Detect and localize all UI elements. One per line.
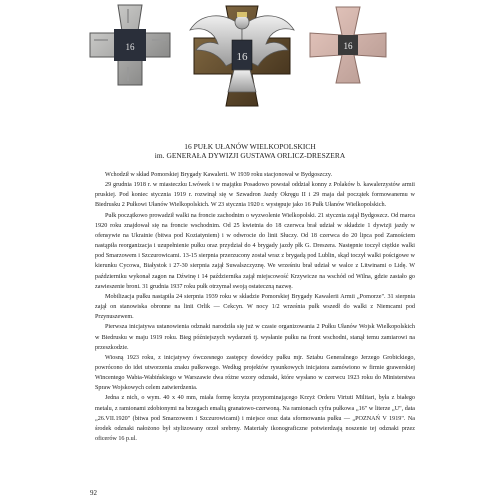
pink-cross-badge	[308, 5, 388, 85]
paragraph: Pierwsza inicjatywa ustanowienia odznaki narodziła się już w czasie organizowania 2 Pułku Ułanów Wojsk Wielkopolskich w Biedrusku w maju 1919 roku. Bieg późniejszych wydarzeń tj. wysłanie pułku na front wschodni, stanął temu zamiarowi na przeszkodzie.	[95, 324, 415, 351]
center-badge-number: 16	[236, 51, 248, 63]
silver-cross-badge	[88, 3, 172, 87]
section-title: 16 PUŁK UŁANÓW WIELKOPOLSKICH	[184, 142, 316, 151]
section-subtitle: im. GENERAŁA DYWIZJI GUSTAWA ORLICZ-DRESZERA	[154, 151, 346, 160]
bronze-eagle-cross-badge	[186, 0, 298, 112]
paragraph: Mobilizacja pułku nastąpiła 24 sierpnia 1939 roku w składzie Pomorskiej Brygady Kawalerii Armii „Pomorze". 31 sierpnia zajął on stanowiska obronne na linii Orlik — Cekcyn. W nocy 1/2 września pułk wszedł do walki z Niemcami pod Przynuszewem.	[95, 293, 415, 321]
right-badge-number: 16	[343, 41, 353, 51]
paragraph: 29 grudnia 1918 r. w miasteczku Lwówek i w majątku Posadowo powstał oddział konny z Polaków b. kawalerzystów armii pruskiej. Pod koniec stycznia 1919 r. rozwinął się w Szwadron Jazdy Okręgu II i 29 maja dał początek formowanemu w Biedrusku 2 Pułkowi Ułanów Wielkopolskich. W 23 stycznia 1920 r. występuje jako 16 Pułk Ułanów Wielkopolskich.	[95, 182, 415, 209]
article-body	[95, 170, 415, 444]
left-badge-number: 16	[125, 42, 135, 52]
paragraph: Jedna z nich, o wym. 40 x 40 mm, miała formę krzyża przypominającego Krzyż Orderu Virtuti Militari, była z białego metalu, z ramionami zdobionymi na brzegach emalią granatowo-czerwoną. Na ramionach cyfra pułkowa „16" w literze „U", data „26.VII.1920" (bitwa pod Smarzowem i Szczurowicami) i miejsce oraz data sformowania pułku — „POZNAŃ V 1919". Na środek odznaki nałożono był stylizowany orzeł srebrny. Materiały ikonograficzne potwierdzają noszenie tej odznaki przez oficerów 16 p.ul.	[95, 395, 415, 443]
paragraph: Pułk początkowo prowadził walki na froncie zachodnim o wyzwolenie Wielkopolski. 21 stycznia zajął Bydgoszcz. Od marca 1920 roku znajdował się na froncie wschodnim. Od 25 kwietnia do 18 czerwca brał udział w składzie 1 dywizji jazdy w ofensywie na Ukrainie (bitwa pod Koziatyniem) i w odwrocie do linii Słuczy. Od 18 czerwca do 20 lipca pod Zamościem nastąpiła reorganizacja i uzupełnienie pułku oraz przydział do 4 brygady jazdy płk G. Dreszera. Następnie toczył ciężkie walki pod Smarzowem i Szczurowicami. 13-15 sierpnia przerzucony został wraz z brygadą pod Lublin, skąd toczył walki pościgowe w kierunku Cycowa, Białystok i 27-30 sierpnia zajął Suwalszczyznę. We wrześniu brał udział w walce z Litwinami o Lidę. W październiku wykonał zagon na Dźwinę i 14 października zajął miejscowość Krzywicze na wschód od Wilna, gdzie zastało go zawieszenie broni. 31 grudnia 1937 roku pułk otrzymał swoją ostateczną nazwę.	[95, 212, 415, 290]
paragraph: Wiosną 1923 roku, z inicjatywy ówczesnego zastępcy dowódcy pułku mjr. Sztabu Generalnego Jerzego Grobickiego, powrócono do idei utworzenia znaku pułkowego. Według projektów rysunkowych inicjatora zamówiono w firmie grawerskiej Wincentego Wabia-Wabińskiego w Warszawie dwa różne wzory odznaki, które wysłano w czerwcu 1923 roku do Ministerstwa Spraw Wojskowych celem zatwierdzenia.	[95, 354, 415, 392]
page-number: 92	[90, 489, 97, 497]
paragraph: Wchodził w skład Pomorskiej Brygady Kawalerii. W 1939 roku stacjonował w Bydgoszczy.	[105, 172, 333, 178]
